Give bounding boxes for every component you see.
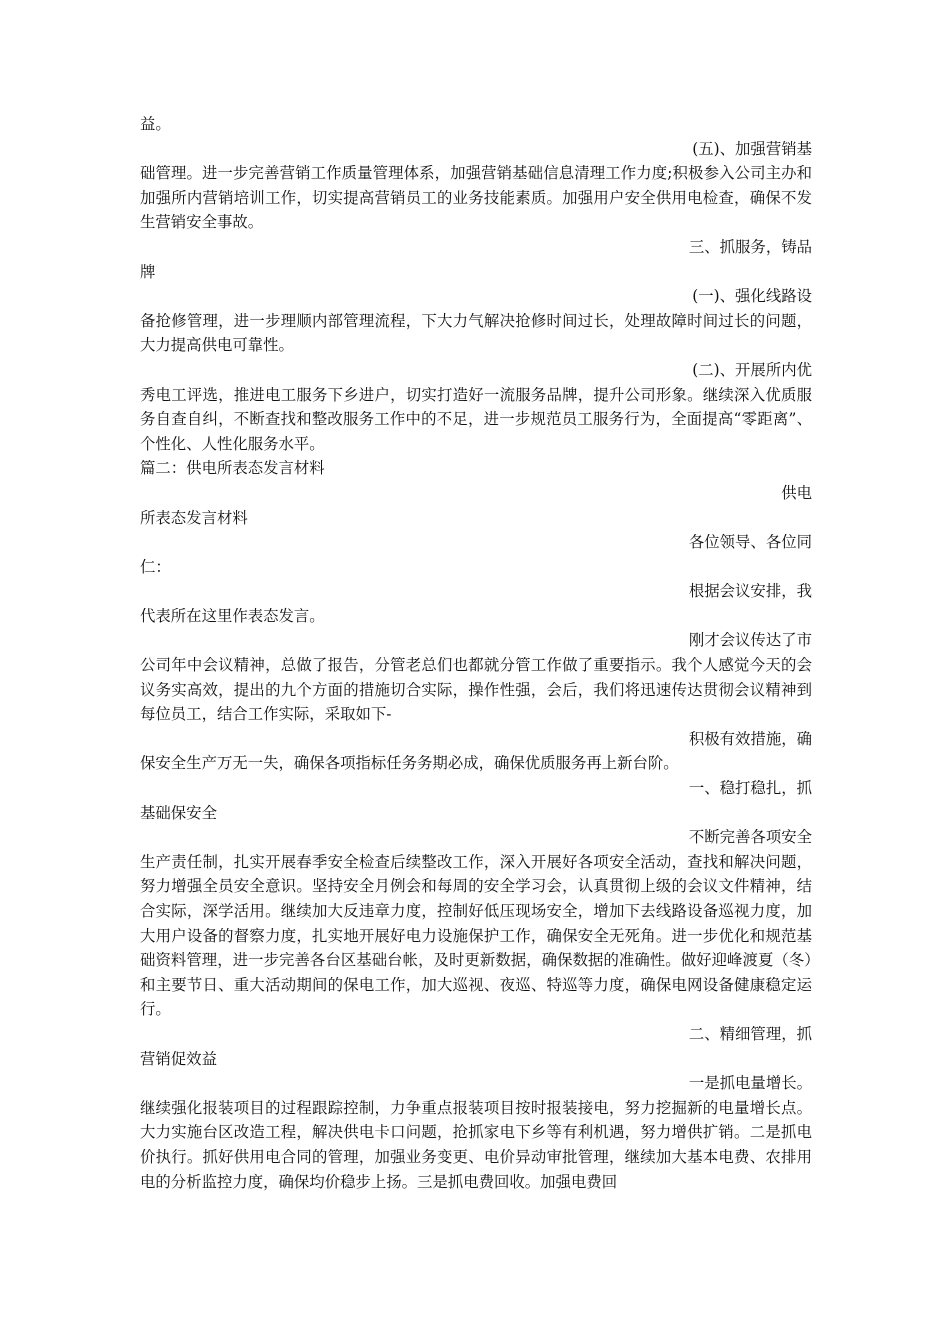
heading-line: 刚才会议传达了市 [688, 631, 812, 650]
heading-line: 积极有效措施，确 [688, 729, 812, 748]
paragraph: 继续强化报装项目的过程跟踪控制，力争重点报装项目按时报装接电，努力挖掘新的电量增长点。大力实施台区改造工程，解决供电卡口问题，抢抓家电下乡等有利机遇，努力增供扩销。二是抓电价执行。抓好供用电合同的管理，加强业务变更、电价异动审批管理，继续加大基本电费、农排用电的分析监控力度，确保均价稳步上扬。三是抓电费回收。加强电费回 [140, 1098, 812, 1191]
heading-line: 根据会议安排，我 [688, 582, 812, 601]
paragraph: 益。 [140, 115, 171, 133]
paragraph: 生产责任制，扎实开展春季安全检查后续整改工作，深入开展好各项安全活动，查找和解决问题，努力增强全员安全意识。坚持安全月例会和每周的安全学习会，认真贯彻上级的会议文件精神，结合实际，深学活用。继续加大反违章力度，控制好低压现场安全，增加下去线路设备巡视力度，加大用户设备的督察力度，扎实地开展好电力设施保护工作，确保安全无死角。进一步优化和规范基础资料管理，进一步完善各台区基础台帐，及时更新数据，确保数据的准确性。做好迎峰渡夏（冬）和主要节日、重大活动期间的保电工作，加大巡视、夜巡、特巡等力度，确保电网设备健康稳定运行。 [140, 852, 812, 1019]
paragraph: 保安全生产万无一失，确保各项指标任务务期必成，确保优质服务再上新台阶。 [140, 754, 679, 773]
heading-line: 不断完善各项安全 [688, 828, 812, 847]
paragraph: 础管理。进一步完善营销工作质量管理体系，加强营销基础信息清理工作力度;积极参入公司主办和加强所内营销培训工作，切实提高营销员工的业务技能素质。加强用户安全供用电检查，确保不发生营销安全事故。 [140, 164, 812, 232]
heading-line: 各位领导、各位同 [688, 533, 812, 552]
paragraph: 牌 [140, 262, 156, 281]
paragraph: 仁： [140, 557, 171, 576]
heading-line: (五)、加强营销基 [692, 139, 812, 158]
paragraph: 营销促效益 [140, 1049, 217, 1068]
paragraph: 秀电工评选，推进电工服务下乡进户，切实打造好一流服务品牌，提升公司形象。继续深入优质服务自查自纠，不断查找和整改服务工作中的不足，进一步规范员工服务行为，全面提高“零距离”、个性化、人性化服务水平。 [140, 385, 812, 453]
heading-line: 三、抓服务，铸品 [688, 237, 812, 256]
document-body [140, 112, 812, 1194]
heading-line: 一是抓电量增长。 [688, 1074, 812, 1093]
paragraph: 备抢修管理，进一步理顺内部管理流程，下大力气解决抢修时间过长，处理故障时间过长的问题，大力提高供电可靠性。 [140, 311, 812, 355]
paragraph: 公司年中会议精神，总做了报告，分管老总们也都就分管工作做了重要指示。我个人感觉今天的会议务实高效，提出的九个方面的措施切合实际，操作性强，会后，我们将迅速传达贯彻会议精神到每位员工，结合工作实际，采取如下- [140, 656, 812, 724]
heading-line: (二)、开展所内优 [692, 360, 812, 379]
heading-line: 一、稳打稳扎，抓 [688, 779, 812, 798]
heading-line: 二、精细管理，抓 [688, 1024, 812, 1043]
heading-line: 供电 [781, 483, 812, 502]
paragraph: 代表所在这里作表态发言。 [140, 606, 325, 625]
paragraph: 所表态发言材料 [140, 508, 248, 527]
paragraph: 篇二：供电所表态发言材料 [140, 459, 325, 478]
heading-line: (一)、强化线路设 [692, 287, 812, 306]
paragraph: 基础保安全 [140, 803, 217, 822]
